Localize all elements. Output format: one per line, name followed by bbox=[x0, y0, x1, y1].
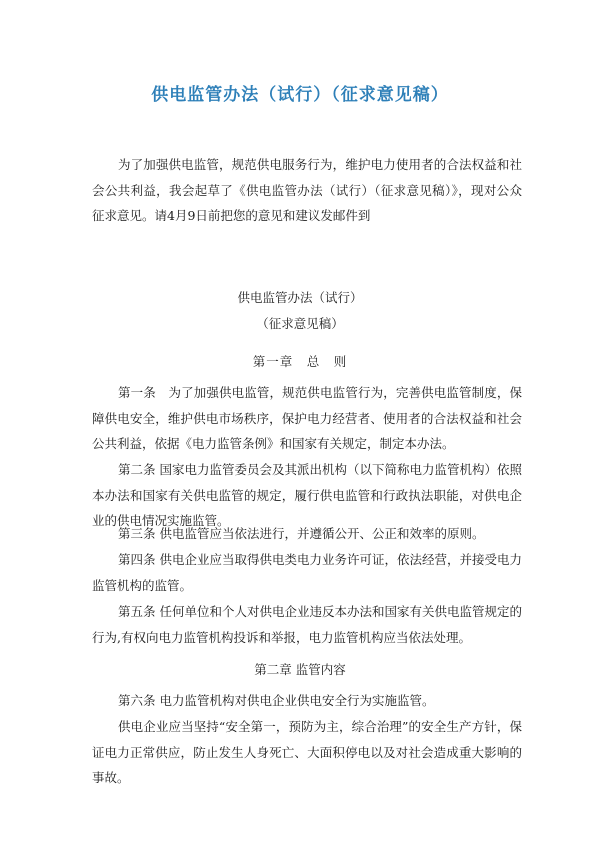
article-6-paragraph-2: 供电企业应当坚持“安全第一，预防为主，综合治理”的安全生产方针，保证电力正常供应，防止发生人身死亡、大面积停电以及对社会造成重大影响的事故。 bbox=[92, 719, 522, 785]
article-3: 第三条 供电监管应当依法进行，并遵循公开、公正和效率的原则。 bbox=[118, 526, 485, 541]
document-title: 供电监管办法（试行）（征求意见稿） bbox=[151, 85, 449, 105]
article-1: 第一条 为了加强供电监管，规范供电监管行为，完善供电监管制度，保障供电安全，维护供电市场秩序，保护电力经营者、使用者的合法权益和社会公共利益，依据《电力监管条例》和国家有关规定，制定本办法。 bbox=[92, 385, 522, 451]
article-6: 第六条 电力监管机构对供电企业供电安全行为实施监管。 bbox=[118, 693, 435, 708]
intro-paragraph: 为了加强供电监管，规范供电服务行为，维护电力使用者的合法权益和社会公共利益，我会起草了《供电监管办法（试行）（征求意见稿）》，现对公众征求意见。请4月9日前把您的意见和建议发邮件到 bbox=[92, 157, 522, 223]
sub-title-note: （征求意见稿） bbox=[256, 316, 344, 331]
chapter-2-heading: 第二章 监管内容 bbox=[254, 662, 346, 677]
chapter-1-heading: 第一章 总 则 bbox=[252, 354, 348, 369]
article-2: 第二条 国家电力监管委员会及其派出机构（以下简称电力监管机构）依照本办法和国家有关供电监管的规定，履行供电监管和行政执法职能，对供电企业的供电情况实施监管。 bbox=[92, 462, 522, 528]
article-5: 第五条 任何单位和个人对供电企业违反本办法和国家有关供电监管规定的行为,有权向电力监管机构投诉和举报，电力监管机构应当依法处理。 bbox=[92, 604, 522, 645]
article-4: 第四条 供电企业应当取得供电类电力业务许可证，依法经营，并接受电力监管机构的监管。 bbox=[92, 552, 522, 593]
sub-title: 供电监管办法（试行） bbox=[237, 290, 363, 305]
